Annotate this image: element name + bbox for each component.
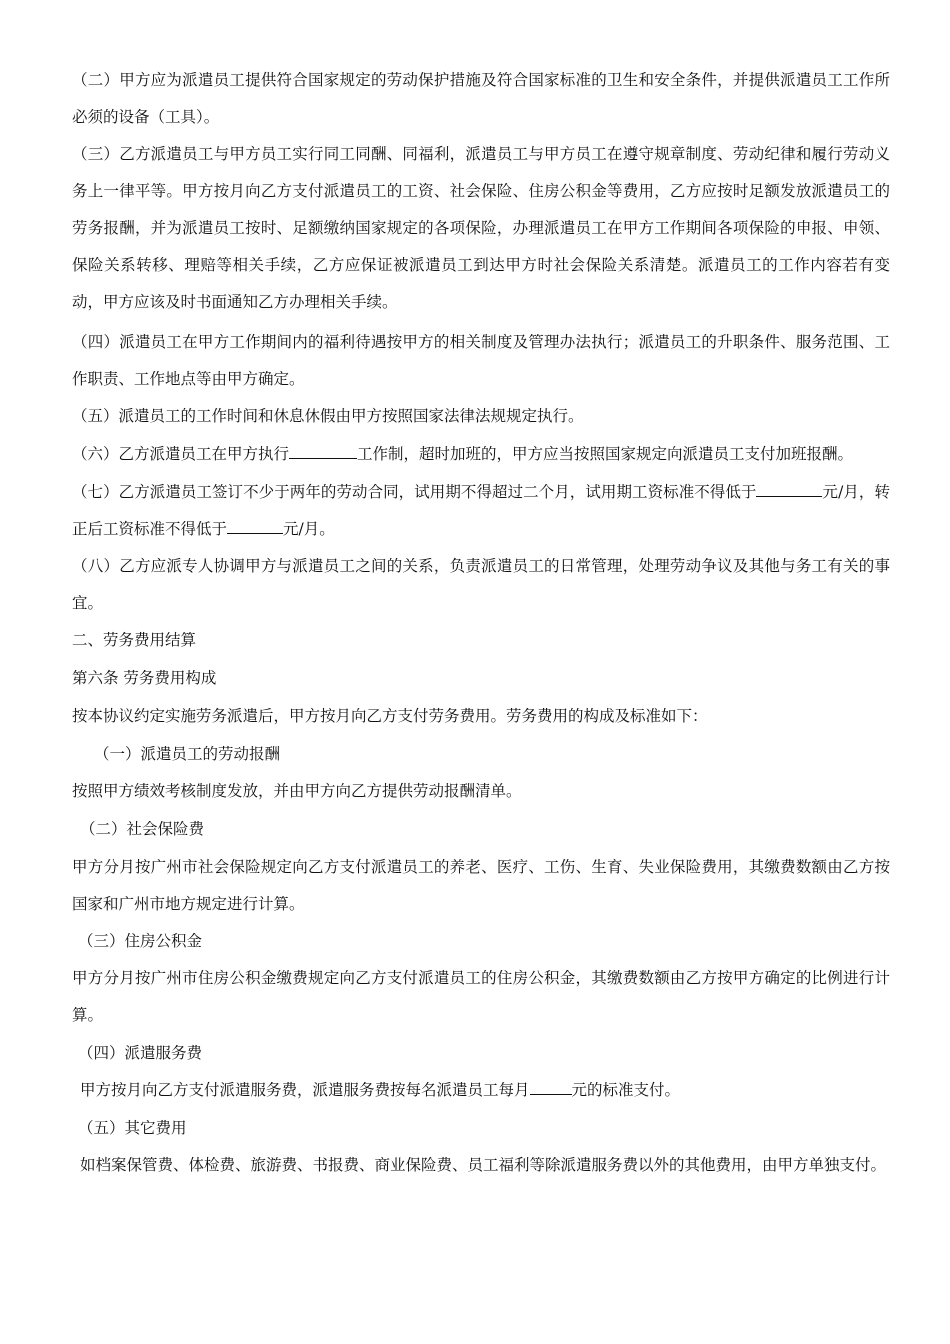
- section-heading: 二、劳务费用结算: [72, 631, 197, 649]
- clause-7-text-c: 元/月。: [283, 520, 335, 538]
- item-1-body: 按照甲方绩效考核制度发放，并由甲方向乙方提供劳动报酬清单。: [72, 782, 522, 800]
- article-6-intro: 按本协议约定实施劳务派遣后，甲方按月向乙方支付劳务费用。劳务费用的构成及标准如下：: [72, 707, 708, 725]
- item-4-text-b: 元的标准支付。: [571, 1081, 681, 1099]
- article-6-title: 第六条 劳务费用构成: [72, 669, 217, 687]
- item-5-title: （五）其它费用: [78, 1119, 187, 1137]
- clause-7-text-b: 元/月，转正后工资标准不得低于: [72, 483, 890, 538]
- service-fee-blank[interactable]: [530, 1078, 572, 1095]
- clause-6-text-b: 工作制，超时加班的，甲方应当按照国家规定向派遣员工支付加班报酬。: [357, 445, 854, 463]
- item-2-title: （二）社会保险费: [80, 820, 205, 838]
- probation-wage-blank[interactable]: [756, 480, 822, 497]
- item-4-text-a: 甲方按月向乙方支付派遣服务费，派遣服务费按每名派遣员工每月: [80, 1081, 530, 1099]
- clause-6: [72, 436, 890, 473]
- item-4-title: （四）派遣服务费: [78, 1044, 203, 1062]
- item-2-body: 甲方分月按广州市社会保险规定向乙方支付派遣员工的养老、医疗、工伤、生育、失业保险费用，其缴费数额由乙方按国家和广州市地方规定进行计算。: [72, 858, 890, 913]
- item-4-body: [80, 1072, 890, 1109]
- item-5-body: 如档案保管费、体检费、旅游费、书报费、商业保险费、员工福利等除派遣服务费以外的其他费用，由甲方单独支付。: [80, 1156, 887, 1174]
- clause-7-text-a: （七）乙方派遣员工签订不少于两年的劳动合同，试用期不得超过二个月，试用期工资标准不得低于: [72, 483, 757, 501]
- item-3-body: 甲方分月按广州市住房公积金缴费规定向乙方支付派遣员工的住房公积金，其缴费数额由乙方按甲方确定的比例进行计算。: [72, 969, 890, 1024]
- item-3-title: （三）住房公积金: [78, 932, 203, 950]
- clause-6-text-a: （六）乙方派遣员工在甲方执行: [72, 445, 290, 463]
- clause-2: （二）甲方应为派遣员工提供符合国家规定的劳动保护措施及符合国家标准的卫生和安全条件，并提供派遣员工工作所必须的设备（工具）。: [72, 71, 890, 126]
- regular-wage-blank[interactable]: [227, 517, 283, 534]
- item-1-title: （一）派遣员工的劳动报酬: [94, 745, 281, 763]
- clause-3: （三）乙方派遣员工与甲方员工实行同工同酬、同福利，派遣员工与甲方员工在遵守规章制度、劳动纪律和履行劳动义务上一律平等。甲方按月向乙方支付派遣员工的工资、社会保险、住房公积金等费用，乙方应按时足额发放派遣员工的劳务报酬，并为派遣员工按时、足额缴纳国家规定的各项保险，办理派遣员工在甲方工作期间各项保险的申报、申领、保险关系转移、理赔等相关手续，乙方应保证被派遣员工到达甲方时社会保险关系清楚。派遣员工的工作内容若有变动，甲方应该及时书面通知乙方办理相关手续。: [72, 145, 890, 311]
- clause-4: （四）派遣员工在甲方工作期间内的福利待遇按甲方的相关制度及管理办法执行；派遣员工的升职条件、服务范围、工作职责、工作地点等由甲方确定。: [72, 333, 890, 388]
- work-system-blank[interactable]: [289, 442, 357, 459]
- clause-7: [72, 474, 890, 548]
- clause-5: （五）派遣员工的工作时间和休息休假由甲方按照国家法律法规规定执行。: [72, 407, 584, 425]
- clause-8: （八）乙方应派专人协调甲方与派遣员工之间的关系，负责派遣员工的日常管理，处理劳动争议及其他与务工有关的事宜。: [72, 557, 890, 612]
